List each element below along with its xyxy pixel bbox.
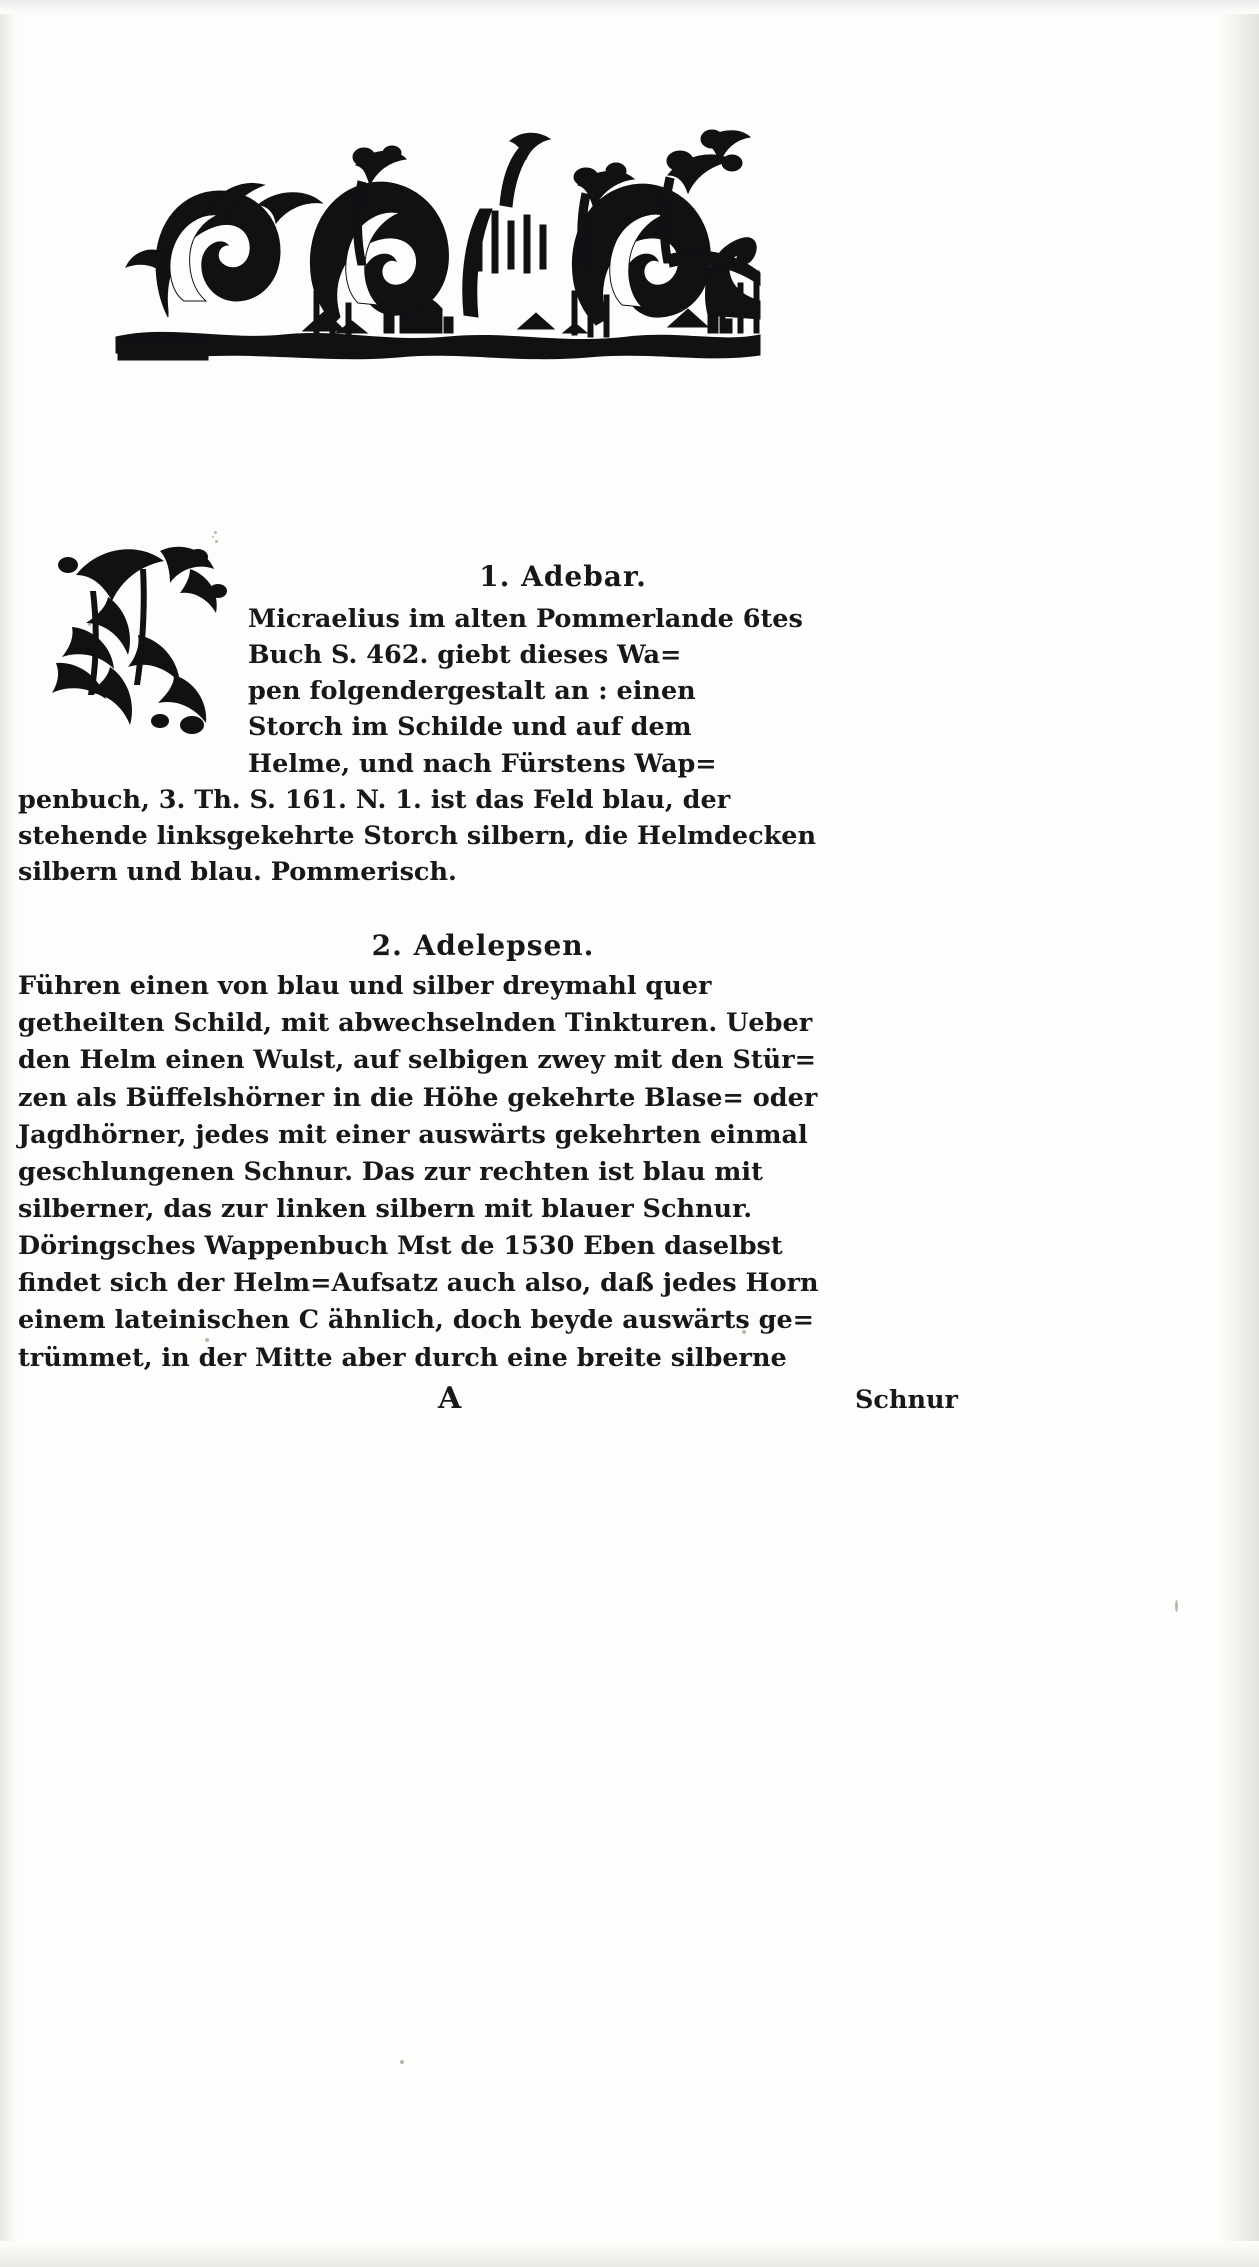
text-line: Döringsches Wappenbuch Mst de 1530 Eben daselbst — [18, 1231, 783, 1262]
page-edge-right — [1219, 0, 1259, 2267]
text-line: Micraelius im alten Pommerlande 6tes — [248, 604, 803, 634]
scan-speck — [1175, 1600, 1178, 1612]
text-line: pen folgendergestalt an : einen — [248, 676, 696, 707]
signature-mark: A — [438, 1380, 462, 1416]
text-line: Storch im Schilde und auf dem — [248, 712, 692, 743]
text-line: silbern und blau. Pommerisch. — [18, 856, 457, 887]
article-adebar — [18, 560, 958, 889]
scan-speck — [400, 2060, 404, 2064]
page-edge-top — [0, 0, 1259, 14]
text-line: getheilten Schild, mit abwechselnden Tinkturen. Ueber — [18, 1008, 813, 1039]
scan-speck — [214, 531, 217, 534]
text-line: Führen einen von blau und silber dreymahl quer — [18, 971, 712, 1002]
headpiece-ornament — [108, 105, 768, 370]
article-2-heading: 2. Adelepsen. — [371, 929, 595, 963]
article-1-heading: 1. Adebar. — [479, 560, 647, 593]
text-line: einem lateinischen C ähnlich, doch beyde auswärts ge= — [18, 1305, 815, 1336]
article-1-indented-body — [248, 603, 938, 781]
text-line: penbuch, 3. Th. S. 161. N. 1. ist das Feld blau, der — [18, 784, 731, 815]
article-1-full-body — [18, 784, 953, 889]
text-line: den Helm einen Wulst, auf selbigen zwey mit den Stür= — [18, 1045, 816, 1076]
page-content — [18, 560, 958, 1421]
text-line: stehende linksgekehrte Storch silbern, die Helmdecken — [18, 820, 817, 851]
article-adelepsen — [18, 929, 958, 1375]
catchword: Schnur — [855, 1384, 958, 1415]
text-line: Helme, und nach Fürstens Wap= — [248, 748, 717, 779]
page-edge-left — [0, 0, 18, 2267]
text-line: findet sich der Helm=Aufsatz auch also, daß jedes Horn — [18, 1268, 819, 1299]
text-line: Buch S. 462. giebt dieses Wa= — [248, 640, 682, 671]
text-line: trümmet, in der Mitte aber durch eine breite silberne — [18, 1342, 787, 1373]
article-2-body — [18, 970, 958, 1375]
text-line: Jagdhörner, jedes mit einer auswärts gekehrten einmal — [18, 1119, 808, 1150]
text-line: geschlungenen Schnur. Das zur rechten ist blau mit — [18, 1156, 763, 1187]
page-edge-bottom — [0, 2241, 1259, 2267]
page-footer — [18, 1381, 958, 1421]
text-line: silberner, das zur linken silbern mit blauer Schnur. — [18, 1193, 753, 1224]
text-line: zen als Büffelshörner in die Höhe gekehrte Blase= oder — [18, 1082, 818, 1113]
